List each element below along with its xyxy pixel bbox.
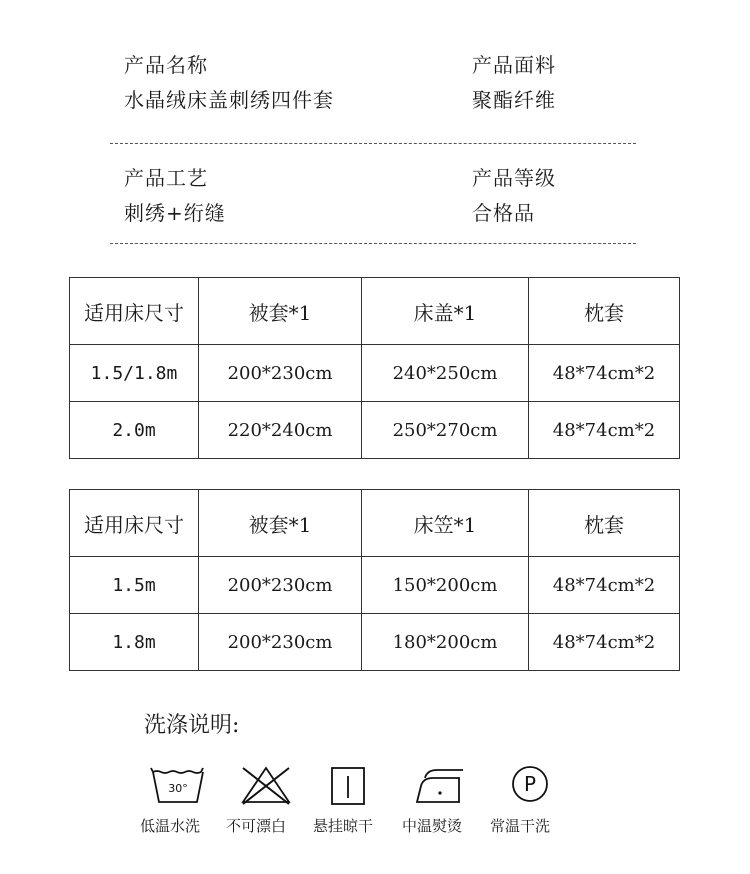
header-cell: 床盖*1 — [362, 278, 529, 345]
table-cell: 150*200cm — [362, 557, 529, 614]
header-cell: 被套*1 — [199, 490, 362, 557]
table-cell: 180*200cm — [362, 614, 529, 671]
table-cell: 2.0m — [70, 402, 199, 459]
table-cell: 48*74cm*2 — [529, 345, 680, 402]
svg-text:P: P — [523, 772, 537, 796]
table-header-row — [70, 278, 680, 345]
table-cell: 48*74cm*2 — [529, 614, 680, 671]
grade-label: 产品等级 — [472, 166, 556, 190]
wash-30-icon — [138, 762, 218, 806]
craft-value: 刺绣+绗缝 — [124, 201, 226, 225]
craft-label: 产品工艺 — [124, 166, 208, 190]
dashed-divider — [110, 243, 636, 244]
care-label-no-bleach: 不可漂白 — [226, 817, 287, 835]
header-cell: 床笠*1 — [362, 490, 529, 557]
table-row — [70, 614, 680, 671]
header-cell: 适用床尺寸 — [70, 490, 199, 557]
header-cell: 枕套 — [529, 490, 680, 557]
care-label-low-temp-wash: 低温水洗 — [140, 817, 201, 835]
care-label-hang-dry: 悬挂晾干 — [313, 817, 374, 835]
table-header-row — [70, 490, 680, 557]
header-cell: 适用床尺寸 — [70, 278, 199, 345]
dashed-divider — [110, 143, 636, 144]
grade-value: 合格品 — [472, 201, 535, 225]
care-label-medium-iron: 中温熨烫 — [402, 817, 463, 835]
table-cell: 220*240cm — [199, 402, 362, 459]
care-title: 洗涤说明: — [144, 713, 240, 738]
product-name-value: 水晶绒床盖刺绣四件套 — [124, 88, 334, 112]
table-cell: 48*74cm*2 — [529, 557, 680, 614]
table-cell: 200*230cm — [199, 614, 362, 671]
header-cell: 枕套 — [529, 278, 680, 345]
size-table-bed-cover — [69, 277, 680, 459]
fabric-value: 聚酯纤维 — [472, 88, 556, 112]
no-bleach-icon — [226, 762, 306, 806]
product-name-label: 产品名称 — [124, 53, 208, 77]
table-cell: 200*230cm — [199, 345, 362, 402]
table-cell: 200*230cm — [199, 557, 362, 614]
hang-dry-icon — [308, 762, 388, 806]
table-cell: 48*74cm*2 — [529, 402, 680, 459]
table-row — [70, 345, 680, 402]
dry-clean-p-icon — [484, 762, 564, 806]
header-cell: 被套*1 — [199, 278, 362, 345]
table-row — [70, 557, 680, 614]
table-cell: 1.5m — [70, 557, 199, 614]
fabric-label: 产品面料 — [472, 53, 556, 77]
size-table-fitted-sheet — [69, 489, 680, 671]
table-cell: 1.5/1.8m — [70, 345, 199, 402]
table-cell: 250*270cm — [362, 402, 529, 459]
table-row — [70, 402, 680, 459]
table-cell: 1.8m — [70, 614, 199, 671]
care-label-dry-clean: 常温干洗 — [490, 817, 551, 835]
iron-medium-icon — [398, 762, 478, 806]
svg-text:30°: 30° — [168, 782, 188, 795]
table-cell: 240*250cm — [362, 345, 529, 402]
